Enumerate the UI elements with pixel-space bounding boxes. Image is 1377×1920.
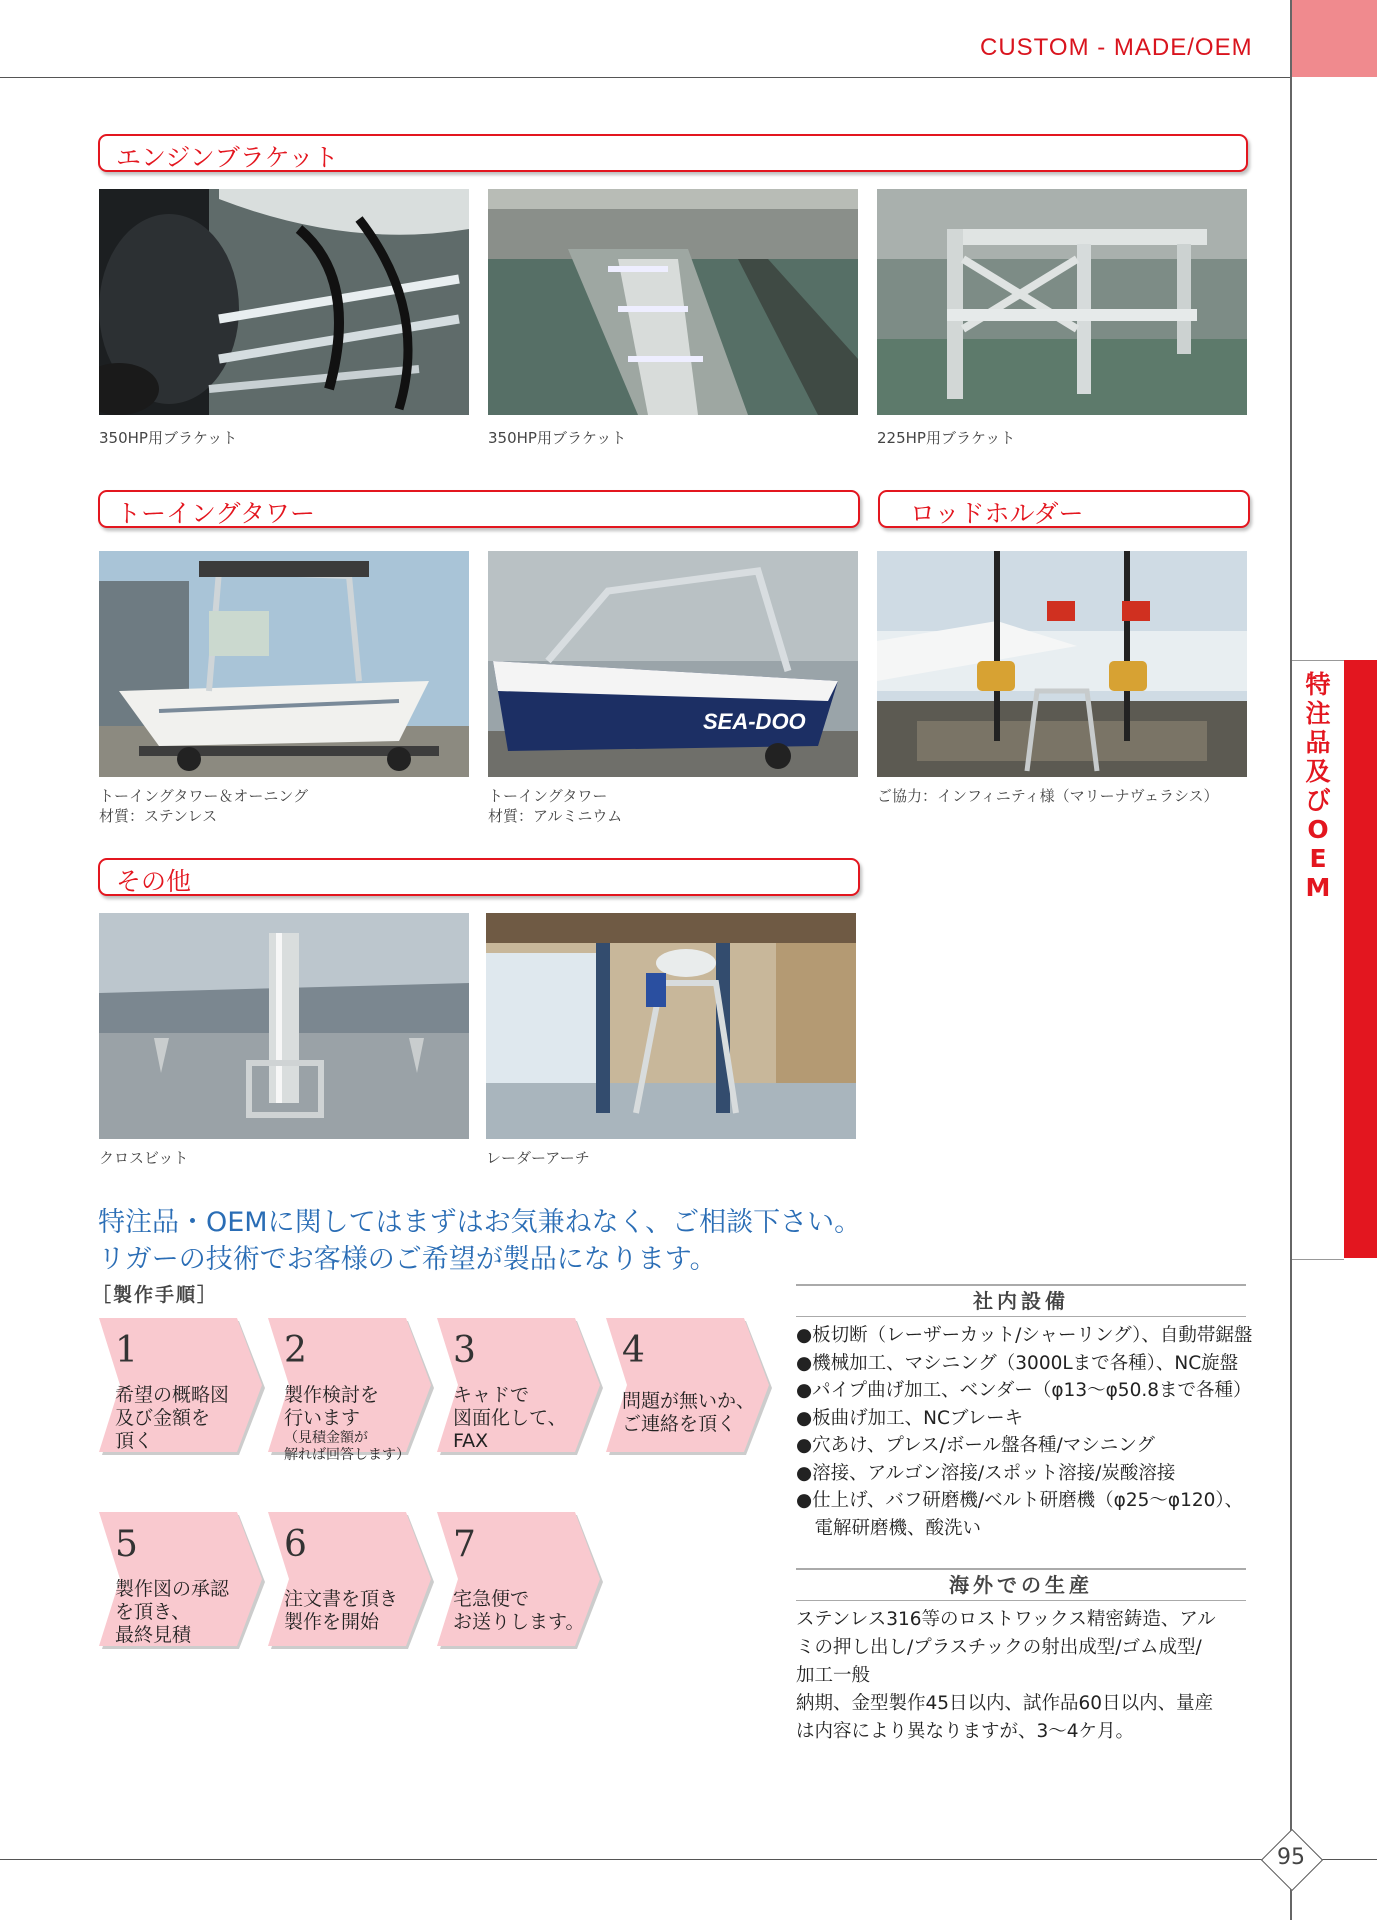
section-header-engine-bracket xyxy=(98,134,1248,172)
production-steps-label: ［製作手順］ xyxy=(92,1284,219,1306)
step-number: 4 xyxy=(622,1330,645,1371)
step-number: 7 xyxy=(453,1524,476,1565)
page-header-title: CUSTOM - MADE/OEM xyxy=(980,34,1253,61)
step-text-line: 注文書を頂き xyxy=(284,1588,399,1610)
facility-item: ●パイプ曲げ加工、ベンダー（φ13〜φ50.8まで各種） xyxy=(796,1380,1252,1401)
caption-cross-bitt: クロスビット xyxy=(99,1149,189,1167)
step-text xyxy=(284,1588,398,1634)
facility-item: ●仕上げ、バフ研磨機/ベルト研磨機（φ25〜φ120）、 xyxy=(796,1490,1244,1511)
page-number: 95 xyxy=(1277,1845,1305,1870)
facility-item: ●板切断（レーザーカット/シャーリング）、自動帯鋸盤 xyxy=(796,1325,1253,1346)
caption-towing-tower-1 xyxy=(99,786,308,826)
step-text xyxy=(453,1588,584,1634)
step-text xyxy=(115,1384,229,1453)
overseas-line: ミの押し出し/プラスチックの射出成型/ゴム成型/ xyxy=(796,1637,1202,1658)
intro-line-2: リガーの技術でお客様のご希望が製品になります。 xyxy=(98,1244,717,1275)
sea-doo-logo: SEA-DOO xyxy=(703,709,806,734)
overseas-line: ステンレス316等のロストワックス精密鋳造、アル xyxy=(796,1609,1216,1630)
section-title: トーイングタワー xyxy=(116,499,316,528)
boat-tower-photo-icon xyxy=(99,551,469,777)
section-header-other xyxy=(98,858,860,896)
bracket-fabrication-photo-icon xyxy=(488,189,858,415)
step-text-line: 図面化して、 xyxy=(453,1407,567,1429)
header-rule xyxy=(0,77,1290,78)
step-text-line: 宅急便で xyxy=(453,1588,530,1610)
step-text-line: 行います xyxy=(284,1407,361,1429)
step-text xyxy=(622,1390,755,1436)
step-text-line: ご連絡を頂く xyxy=(622,1413,737,1435)
caption-line: 材質：ステンレス xyxy=(99,807,218,825)
step-number: 6 xyxy=(284,1524,307,1565)
step-number: 1 xyxy=(115,1330,138,1371)
facilities-header: 社内設備 xyxy=(796,1284,1246,1317)
step-box xyxy=(268,1318,432,1463)
step-text-line: 最終見積 xyxy=(115,1624,192,1646)
caption-line: トーイングタワー＆オーニング xyxy=(99,787,309,805)
overseas-line: 加工一般 xyxy=(796,1665,871,1686)
side-tab-char: E xyxy=(1309,844,1327,873)
step-text-line: 頂く xyxy=(115,1430,154,1452)
step-text-line: キャドで xyxy=(453,1384,530,1406)
caption-line: トーイングタワー xyxy=(488,787,608,805)
step-text xyxy=(453,1384,567,1453)
step-text-line: お送りします。 xyxy=(453,1611,585,1633)
side-tab-char: 品 xyxy=(1305,728,1331,757)
photo-towing-tower-1 xyxy=(99,551,469,777)
step-text-line: 問題が無いか、 xyxy=(622,1390,756,1412)
facility-item: 電解研磨機、酸洗い xyxy=(796,1517,982,1539)
section-header-towing-tower xyxy=(98,490,860,528)
step-number: 5 xyxy=(115,1524,138,1565)
step-text-line: 製作図の承認 xyxy=(115,1578,230,1600)
step-text-line: 製作を開始 xyxy=(284,1611,380,1633)
photo-cross-bitt xyxy=(99,913,469,1139)
step-text-line: を頂き、 xyxy=(115,1601,191,1623)
step-box xyxy=(437,1318,601,1458)
photo-engine-bracket-1 xyxy=(99,189,469,415)
section-title: ロッドホルダー xyxy=(910,499,1084,528)
step-text-line: 及び金額を xyxy=(115,1407,211,1429)
step-box xyxy=(99,1512,263,1652)
side-tab-char: び xyxy=(1305,786,1331,815)
facility-item: ●穴あけ、プレス/ボール盤各種/マシニング xyxy=(796,1435,1155,1456)
overseas-line: は内容により異なりますが、3〜4ケ月。 xyxy=(796,1721,1135,1742)
side-tab-red-bar xyxy=(1344,660,1377,1258)
step-text xyxy=(115,1578,229,1647)
caption-rod-holder: ご協力：インフィニティ様（マリーナヴェラシス） xyxy=(877,787,1219,805)
photo-towing-tower-2 xyxy=(488,551,858,777)
photo-rod-holder xyxy=(877,551,1247,777)
overseas-line: 納期、金型製作45日以内、試作品60日以内、量産 xyxy=(796,1693,1214,1714)
photo-radar-arch xyxy=(486,913,856,1139)
step-box xyxy=(437,1512,601,1652)
step-text-line: FAX xyxy=(453,1430,489,1452)
intro-line-1: 特注品・OEMに関してはまずはお気兼ねなく、ご相談下さい。 xyxy=(98,1207,862,1238)
side-tab-label xyxy=(1300,670,1336,902)
section-title: その他 xyxy=(116,867,192,896)
side-tab-char: 注 xyxy=(1305,699,1331,728)
side-tab-char: 及 xyxy=(1305,757,1331,786)
step-text-line: 希望の概略図 xyxy=(115,1384,230,1406)
section-title: エンジンブラケット xyxy=(116,143,339,172)
overseas-header: 海外での生産 xyxy=(796,1568,1246,1601)
side-tab-char: 特 xyxy=(1305,670,1331,699)
step-box xyxy=(268,1512,432,1652)
facility-item: ●板曲げ加工、NCブレーキ xyxy=(796,1407,1024,1429)
caption-engine-bracket-1: 350HP用ブラケット xyxy=(99,429,238,447)
cross-bitt-photo-icon xyxy=(99,913,469,1139)
overseas-text xyxy=(796,1606,1258,1746)
section-header-rod-holder xyxy=(878,490,1250,528)
photo-engine-bracket-2 xyxy=(488,189,858,415)
step-number: 3 xyxy=(453,1330,476,1371)
step-subtext-line: 解れば回答します） xyxy=(284,1447,410,1463)
step-text xyxy=(284,1384,410,1464)
caption-line: 材質：アルミニウム xyxy=(488,807,623,825)
radar-arch-photo-icon xyxy=(486,913,856,1139)
jetboat-tower-photo-icon xyxy=(488,551,858,777)
photo-engine-bracket-3 xyxy=(877,189,1247,415)
intro-text xyxy=(98,1204,861,1278)
step-text-line: 製作検討を xyxy=(284,1384,380,1406)
engine-bracket-photo-icon xyxy=(99,189,469,415)
bracket-frame-photo-icon xyxy=(877,189,1247,415)
side-tab-char: M xyxy=(1305,873,1331,902)
step-subtext-line: （見積金額が xyxy=(284,1430,368,1446)
caption-radar-arch: レーダーアーチ xyxy=(486,1149,590,1167)
caption-towing-tower-2 xyxy=(488,786,622,826)
corner-accent-block xyxy=(1292,0,1377,77)
rod-holder-photo-icon xyxy=(877,551,1247,777)
caption-engine-bracket-2: 350HP用ブラケット xyxy=(488,429,627,447)
caption-engine-bracket-3: 225HP用ブラケット xyxy=(877,429,1016,447)
facility-item: ●機械加工、マシニング（3000Lまで各種）、NC旋盤 xyxy=(796,1352,1239,1374)
facility-item: ●溶接、アルゴン溶接/スポット溶接/炭酸溶接 xyxy=(796,1462,1176,1484)
side-tab-char: O xyxy=(1307,815,1329,844)
facilities-list xyxy=(796,1322,1266,1542)
footer-rule xyxy=(0,1859,1377,1860)
step-number: 2 xyxy=(284,1330,307,1371)
step-box xyxy=(99,1318,263,1458)
step-box xyxy=(606,1318,770,1458)
